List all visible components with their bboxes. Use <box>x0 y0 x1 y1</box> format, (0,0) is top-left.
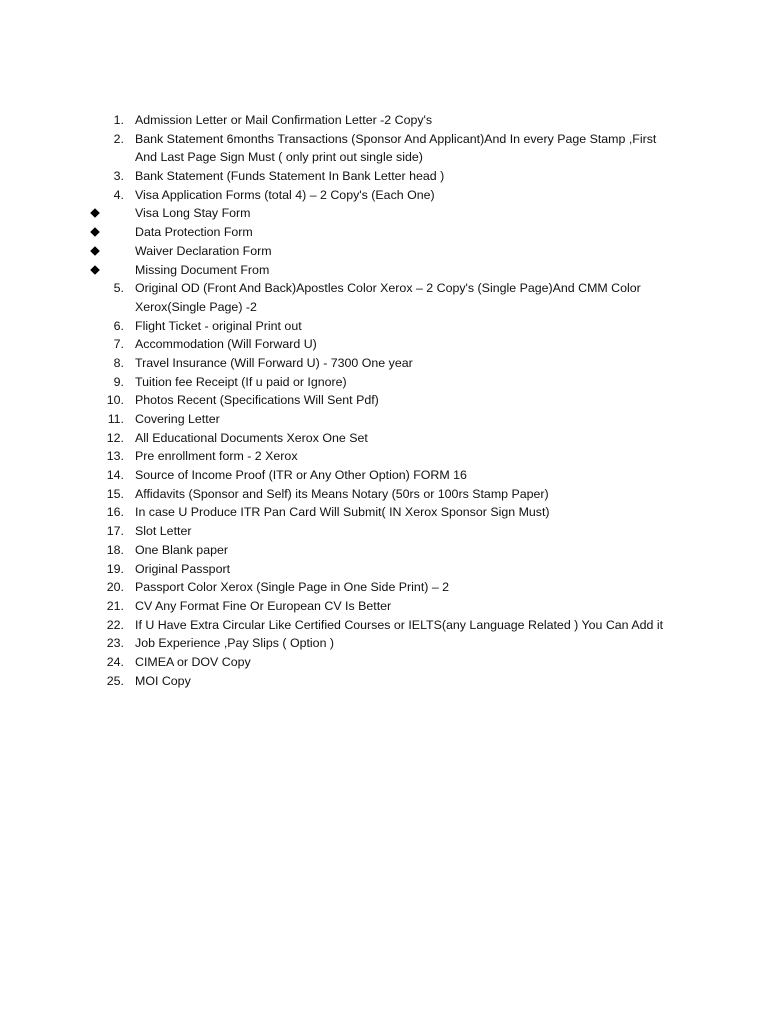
list-item <box>0 429 768 448</box>
list-item <box>0 522 768 541</box>
list-item <box>0 541 768 560</box>
list-item-text: Original OD (Front And Back)Apostles Color Xerox – 2 Copy's (Single Page)And CMM Color <box>135 281 641 296</box>
list-item-text: Travel Insurance (Will Forward U) - 7300 One year <box>135 355 413 370</box>
list-item-text: CV Any Format Fine Or European CV Is Better <box>135 598 392 613</box>
list-item <box>0 130 768 149</box>
list-item <box>0 335 768 354</box>
list-item-text: Covering Letter <box>135 412 220 426</box>
list-item-text: Visa Long Stay Form <box>135 206 251 221</box>
list-item-text: Missing Document From <box>135 262 270 277</box>
list-item <box>0 672 768 691</box>
list-item-text: Photos Recent (Specifications Will Sent Pdf) <box>135 393 379 408</box>
list-item-number: 18. <box>106 542 124 557</box>
list-item <box>0 578 768 597</box>
list-item-text: Original Passport <box>135 561 231 576</box>
list-item-text: One Blank paper <box>135 542 228 557</box>
list-item <box>0 616 768 635</box>
list-item-text: Bank Statement 6months Transactions (Sponsor And Applicant)And In every Page Stamp ,First <box>135 131 657 146</box>
list-item-number: 25. <box>106 673 124 688</box>
list-item-text: Job Experience ,Pay Slips ( Option ) <box>135 636 335 651</box>
list-item <box>0 111 768 130</box>
list-item-text: Slot Letter <box>135 524 192 539</box>
list-item-number: 21. <box>106 598 124 613</box>
list-item <box>0 317 768 336</box>
list-item <box>0 560 768 579</box>
list-item-text: Admission Letter or Mail Confirmation Letter -2 Copy's <box>135 113 433 127</box>
list-item-number: 5. <box>113 281 124 296</box>
list-item <box>0 597 768 616</box>
list-item-number: 23. <box>106 636 124 651</box>
list-item <box>0 279 768 298</box>
list-item-continuation <box>0 298 768 317</box>
list-item <box>0 354 768 373</box>
list-item-text: Data Protection Form <box>135 225 253 240</box>
diamond-bullet-icon <box>91 266 99 274</box>
list-item <box>0 391 768 410</box>
list-item-text: All Educational Documents Xerox One Set <box>135 430 368 445</box>
list-item-number: 8. <box>113 355 124 370</box>
list-item-number: 11. <box>107 412 124 426</box>
list-item-text: Pre enrollment form - 2 Xerox <box>135 449 298 464</box>
list-item-number: 13. <box>106 449 124 464</box>
list-item-text: Affidavits (Sponsor and Self) its Means Notary (50rs or 100rs Stamp Paper) <box>135 486 549 501</box>
diamond-bullet-icon <box>91 209 99 217</box>
list-item <box>0 634 768 653</box>
list-item-number: 7. <box>113 337 124 352</box>
list-item-number: 4. <box>113 187 124 202</box>
list-item <box>0 466 768 485</box>
list-item <box>0 186 768 205</box>
list-item-number: 1. <box>113 113 124 127</box>
list-item-text: Visa Application Forms (total 4) – 2 Copy's (Each One) <box>135 187 435 202</box>
list-item-text: Flight Ticket - original Print out <box>135 318 302 333</box>
bullet-item <box>0 204 768 223</box>
list-item-text: In case U Produce ITR Pan Card Will Submit( IN Xerox Sponsor Sign Must) <box>135 505 550 520</box>
bullet-item <box>0 242 768 261</box>
list-item-number: 22. <box>106 617 124 632</box>
list-item <box>0 410 768 429</box>
list-item-number: 16. <box>106 505 124 520</box>
diamond-bullet-icon <box>91 247 99 255</box>
list-item-text: Source of Income Proof (ITR or Any Other Option) FORM 16 <box>135 468 467 483</box>
list-item-number: 20. <box>106 580 124 595</box>
list-item <box>0 503 768 522</box>
list-item-number: 12. <box>106 430 124 445</box>
bullet-item <box>0 261 768 280</box>
list-item-number: 15. <box>106 486 124 501</box>
list-item-text: If U Have Extra Circular Like Certified Courses or IELTS(any Language Related ) You Can Add it <box>135 617 664 632</box>
list-item <box>0 167 768 186</box>
list-item-text: Accommodation (Will Forward U) <box>135 337 317 352</box>
list-item-number: 19. <box>106 561 124 576</box>
list-item-number: 24. <box>106 654 124 669</box>
list-item-number: 9. <box>113 374 124 389</box>
list-item <box>0 653 768 672</box>
list-item-text: Waiver Declaration Form <box>135 243 272 258</box>
list-item <box>0 373 768 392</box>
list-item-number: 10. <box>106 393 124 408</box>
list-item-text: CIMEA or DOV Copy <box>135 654 251 669</box>
list-item-text: MOI Copy <box>135 673 191 688</box>
list-item <box>0 447 768 466</box>
list-item-number: 17. <box>106 524 124 539</box>
list-item-text: And Last Page Sign Must ( only print out single side) <box>135 150 423 165</box>
list-item-number: 3. <box>113 169 124 184</box>
list-item-continuation <box>0 148 768 167</box>
list-item-number: 14. <box>106 468 124 483</box>
list-item-text: Bank Statement (Funds Statement In Bank Letter head ) <box>135 169 445 184</box>
diamond-bullet-icon <box>91 228 99 236</box>
list-item-number: 6. <box>113 318 124 333</box>
list-item-text: Tuition fee Receipt (If u paid or Ignore) <box>135 374 347 389</box>
list-item-text: Passport Color Xerox (Single Page in One Side Print) – 2 <box>135 580 450 595</box>
bullet-item <box>0 223 768 242</box>
list-item <box>0 485 768 504</box>
checklist <box>0 111 768 690</box>
list-item-number: 2. <box>113 131 124 146</box>
list-item-text: Xerox(Single Page) -2 <box>135 299 257 314</box>
